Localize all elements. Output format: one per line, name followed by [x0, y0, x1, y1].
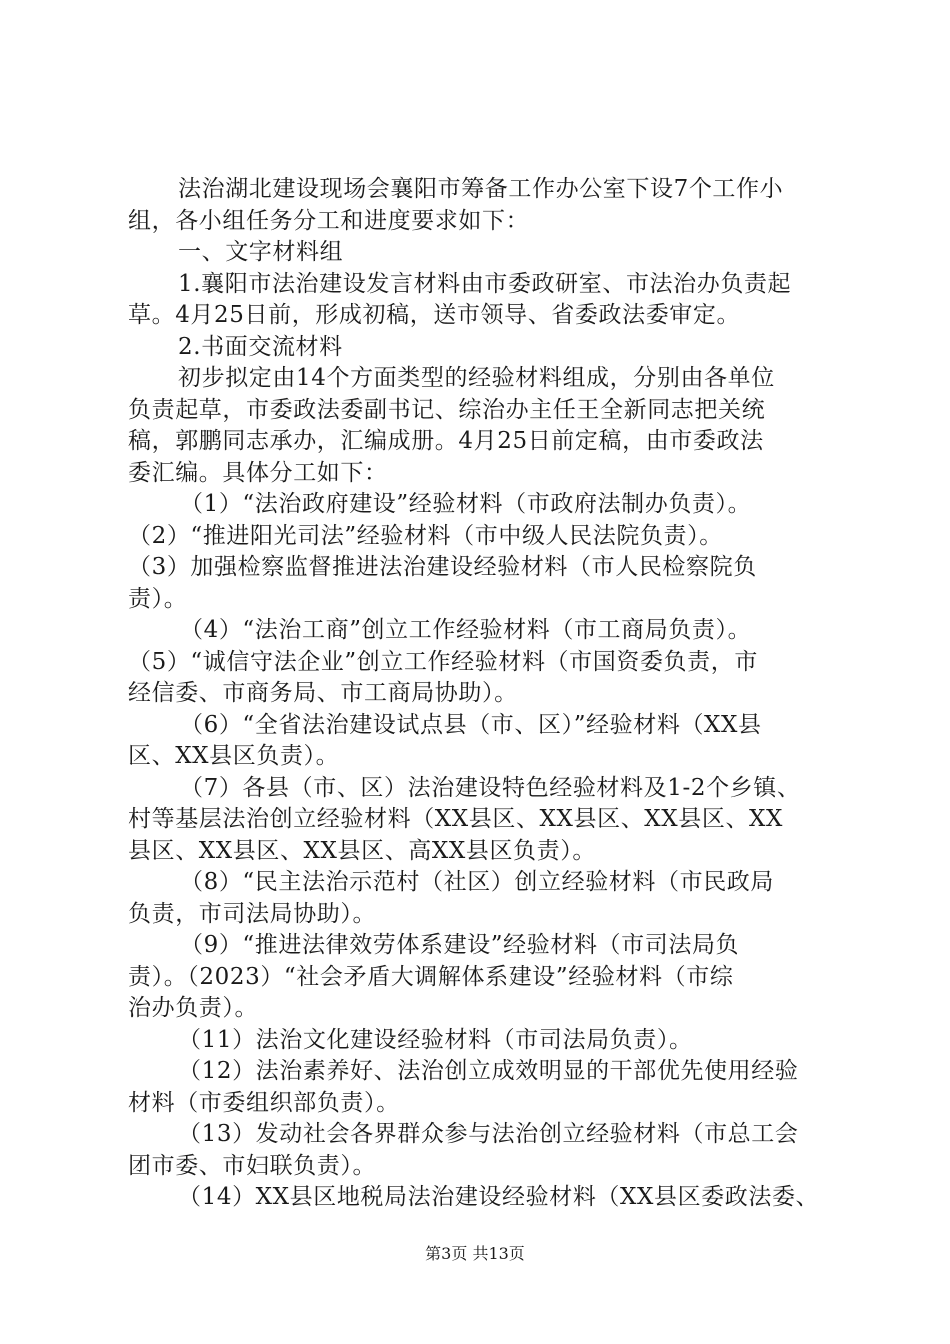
text-line: 县区、XX县区、XX县区、高XX县区负责）。 [128, 837, 596, 864]
text-line: 治办负责）。 [128, 995, 259, 1021]
text-line: 法治湖北建设现场会襄阳市筹备工作办公室下设7个工作小 [178, 176, 784, 202]
text-line: 材料（市委组织部负责）。 [128, 1089, 400, 1116]
text-line: 经信委、市商务局、市工商局协助）。 [128, 680, 518, 706]
document-body [128, 174, 844, 1214]
text-line: （6）“全省法治建设试点县（市、区）”经验材料（XX县 [180, 711, 762, 738]
text-line: 负责，市司法局协助）。 [128, 900, 377, 927]
text-line: 区、XX县区负责）。 [128, 743, 340, 769]
text-line: （1）“法治政府建设”经验材料（市政府法制办负责）。 [180, 491, 752, 517]
text-line: 初步拟定由14个方面类型的经验材料组成，分别由各单位 [178, 365, 775, 391]
text-line: 责）。（2023）“社会矛盾大调解体系建设”经验材料（市综 [128, 963, 734, 990]
text-line: （12）法治素养好、法治创立成效明显的干部优先使用经验 [178, 1058, 799, 1084]
text-line: 委汇编。具体分工如下： [128, 459, 388, 486]
text-line: 组，各小组任务分工和进度要求如下： [128, 207, 530, 234]
text-line: 团市委、市妇联负责）。 [128, 1152, 377, 1179]
text-line: 负责起草，市委政法委副书记、综治办主任王全新同志把关统 [128, 396, 766, 423]
text-line: 2.书面交流材料 [178, 333, 343, 360]
text-line: （14）XX县区地税局法治建设经验材料（XX县区委政法委、 [178, 1184, 820, 1210]
text-line: （7）各县（市、区）法治建设特色经验材料及1-2个乡镇、 [180, 774, 801, 801]
text-line: 草。4月25日前，形成初稿，送市领导、省委政法委审定。 [128, 302, 741, 328]
text-line: 村等基层法治创立经验材料（XX县区、XX县区、XX县区、XX [128, 806, 783, 832]
page-footer: 第3页 共13页 [425, 1244, 525, 1263]
text-line: （3）加强检察监督推进法治建设经验材料（市人民检察院负 [128, 554, 757, 580]
text-line: （5）“诚信守法企业”创立工作经验材料（市国资委负责，市 [128, 648, 758, 675]
text-line: （11）法治文化建设经验材料（市司法局负责）。 [178, 1026, 693, 1053]
text-line: （2）“推进阳光司法”经验材料（市中级人民法院负责）。 [128, 522, 723, 549]
text-line: （13）发动社会各界群众参与法治创立经验材料（市总工会 [178, 1121, 799, 1147]
text-line: （9）“推进法律效劳体系建设”经验材料（市司法局负 [180, 932, 740, 958]
text-line: （8）“民主法治示范村（社区）创立经验材料（市民政局 [180, 869, 774, 895]
text-line: 一、文字材料组 [178, 239, 344, 265]
text-line: 稿，郭鹏同志承办，汇编成册。4月25日前定稿，由市委政法 [128, 428, 764, 454]
text-line: 责）。 [128, 585, 188, 612]
text-line: 1.襄阳市法治建设发言材料由市委政研室、市法治办负责起 [178, 270, 792, 297]
text-line: （4）“法治工商”创立工作经验材料（市工商局负责）。 [180, 617, 752, 643]
